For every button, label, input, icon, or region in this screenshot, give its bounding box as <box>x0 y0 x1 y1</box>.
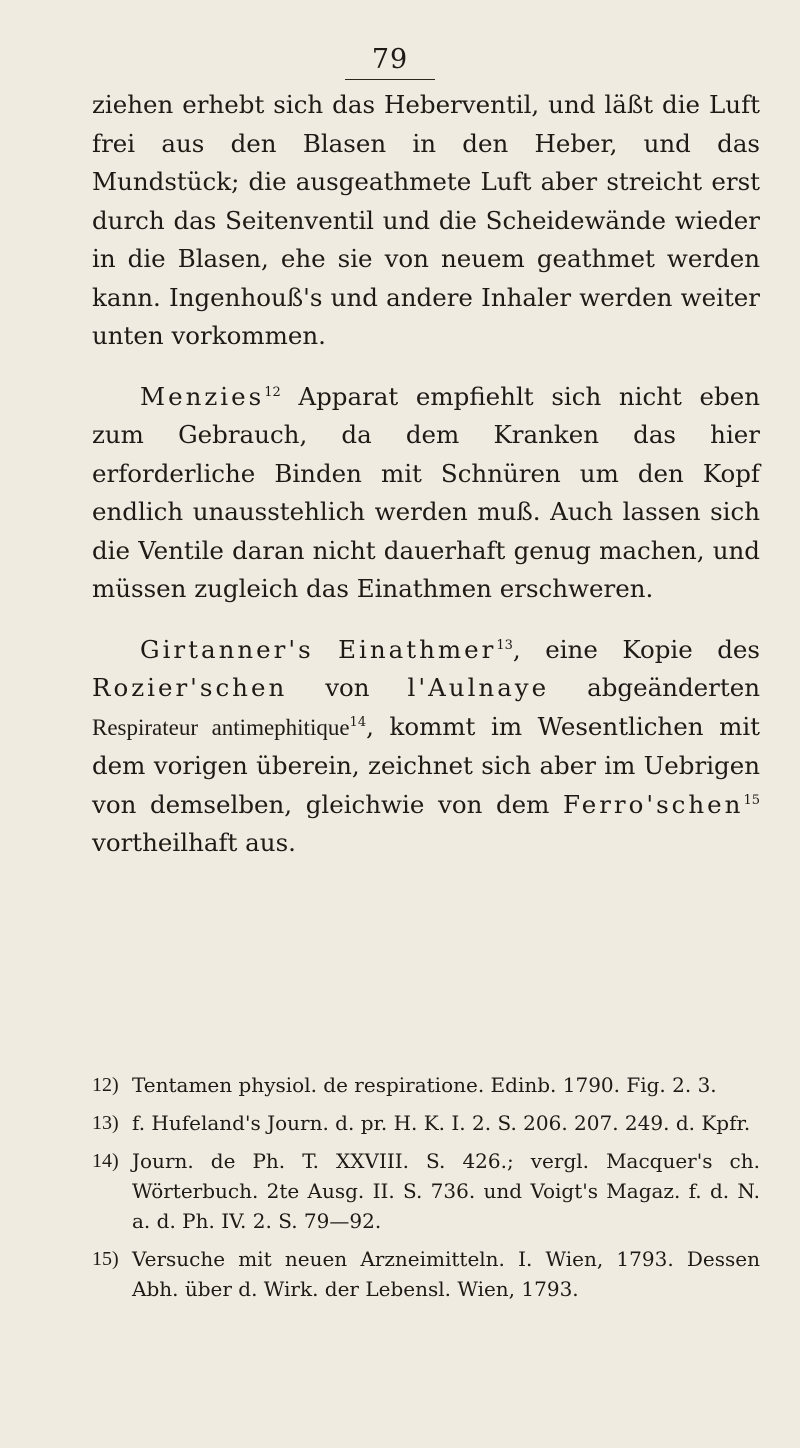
paragraph-text: abgeänderten <box>587 673 760 702</box>
footnote-text: Tentamen physiol. de respiratione. Edinb. 1790. Fig. 2. 3. <box>132 1073 717 1097</box>
body-text <box>92 86 760 863</box>
footnote-ref: 13 <box>496 637 513 653</box>
footnote <box>92 1070 760 1100</box>
paragraph-menzies <box>92 378 760 609</box>
footnote-ref: 12 <box>264 384 281 400</box>
footnote <box>92 1244 760 1304</box>
latin-term: Respirateur antimephitique <box>92 714 350 740</box>
paragraph-girtanner <box>92 631 760 863</box>
footnote-text: Journ. de Ph. T. XXVIII. S. 426.; vergl. Macquer's ch. Wörterbuch. 2te Ausg. II. S. 736. und Voigt's Magaz. f. d. N. a. d. Ph. IV. 2. S. 79—92. <box>132 1149 760 1233</box>
page-number: 79 <box>330 44 450 80</box>
paragraph-text: , kommt im Wesentlichen mit dem vorigen überein, zeichnet sich aber im Uebrigen von demselben, gleichwie von dem <box>92 711 760 819</box>
paragraph-text: , eine Kopie des <box>512 634 760 664</box>
author-name: Rozier'schen <box>92 673 288 702</box>
footnote-number: 15) <box>92 1248 119 1270</box>
footnote-text: Versuche mit neuen Arzneimitteln. I. Wien, 1793. Dessen Abh. über d. Wirk. der Lebensl. Wien, 1793. <box>132 1247 760 1301</box>
author-name: Ferro'schen <box>563 789 744 819</box>
footnotes <box>92 1070 760 1312</box>
footnote-number: 12) <box>92 1074 119 1096</box>
footnote-text: f. Hufeland's Journ. d. pr. H. K. I. 2. S. 206. 207. 249. d. Kpfr. <box>132 1111 751 1135</box>
paragraph-text: Apparat empfiehlt sich nicht eben zum Gebrauch, da dem Kranken das hier erforderliche Binden mit Schnüren um den Kopf endlich unausstehlich werden muß. Auch lassen sich die Ventile daran nicht dauerhaft genug machen, und müssen zugleich das Einathmen erschweren. <box>92 381 760 603</box>
author-name: l'Aulnaye <box>407 673 550 702</box>
footnote-number: 13) <box>92 1112 119 1134</box>
footnote <box>92 1108 760 1138</box>
footnote-number: 14) <box>92 1150 119 1172</box>
author-name: Menzies <box>140 381 265 411</box>
footnote-ref: 14 <box>349 714 367 730</box>
paragraph-heber: ziehen erhebt sich das Heberventil, und läßt die Luft frei aus den Blasen in den Heber, und das Mundstück; die ausgeathmete Luft aber streicht erst durch das Seitenventil und die Scheidewände wieder in die Blasen, ehe sie von neuem geathmet werden kann. Ingenhouß's und andere Inhaler werden weiter unten vorkommen. <box>92 90 760 350</box>
footnote-ref: 15 <box>743 792 760 808</box>
author-name: Girtanner's <box>140 634 314 664</box>
paragraph-text: von <box>325 673 370 702</box>
paragraph-text: vortheilhaft aus. <box>92 828 296 857</box>
footnote <box>92 1146 760 1236</box>
device-name: Einathmer <box>338 634 497 664</box>
